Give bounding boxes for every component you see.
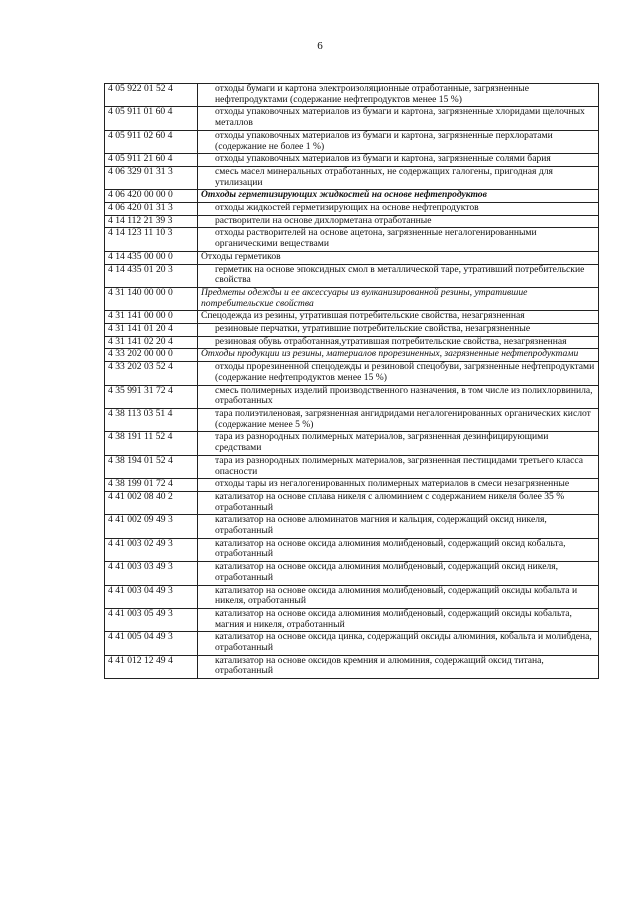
waste-description-cell: Отходы герметизирующих жидкостей на основе нефтепродуктов: [198, 190, 599, 203]
waste-code-cell: 4 05 911 02 60 4: [105, 130, 198, 153]
waste-code-cell: 4 31 140 00 00 0: [105, 287, 198, 310]
waste-code-cell: 4 31 141 01 20 4: [105, 324, 198, 337]
waste-code-cell: 4 33 202 00 00 0: [105, 349, 198, 362]
waste-description-cell: катализатор на основе сплава никеля с алюминием с содержанием никеля более 35 % отработанный: [198, 491, 599, 514]
waste-code-cell: 4 14 123 11 10 3: [105, 228, 198, 251]
waste-code-cell: 4 06 420 00 00 0: [105, 190, 198, 203]
waste-code-cell: 4 33 202 03 52 4: [105, 362, 198, 385]
waste-description-cell: резиновая обувь отработанная,утратившая потребительские свойства, незагрязненная: [198, 336, 599, 349]
waste-code-cell: 4 38 194 01 52 4: [105, 455, 198, 478]
waste-description-cell: герметик на основе эпоксидных смол в металлической таре, утративший потребительские свойства: [198, 264, 599, 287]
table-row: [105, 130, 599, 153]
table-row: [105, 632, 599, 655]
waste-code-cell: 4 38 113 03 51 4: [105, 408, 198, 431]
waste-code-cell: 4 41 005 04 49 3: [105, 632, 198, 655]
waste-code-cell: 4 41 012 12 49 4: [105, 655, 198, 678]
waste-code-cell: 4 41 003 04 49 3: [105, 585, 198, 608]
waste-description-cell: катализатор на основе алюминатов магния и кальция, содержащий оксид никеля, отработанный: [198, 515, 599, 538]
waste-code-cell: 4 06 329 01 31 3: [105, 166, 198, 189]
waste-description-cell: катализатор на основе оксидов кремния и алюминия, содержащий оксид титана, отработанный: [198, 655, 599, 678]
waste-code-cell: 4 31 141 02 20 4: [105, 336, 198, 349]
table-row: [105, 491, 599, 514]
table-row: [105, 349, 599, 362]
waste-code-cell: 4 05 911 01 60 4: [105, 107, 198, 130]
table-row: [105, 203, 599, 216]
waste-description-cell: катализатор на основе оксида алюминия молибденовый, содержащий оксид кобальта, отработанный: [198, 538, 599, 561]
waste-description-cell: тара из разнородных полимерных материалов, загрязненная дезинфицирующими средствами: [198, 432, 599, 455]
waste-code-cell: 4 14 435 01 20 3: [105, 264, 198, 287]
waste-description-cell: Отходы герметиков: [198, 251, 599, 264]
waste-code-cell: 4 06 420 01 31 3: [105, 203, 198, 216]
waste-description-cell: отходы бумаги и картона электроизоляционные отработанные, загрязненные нефтепродуктами (содержание нефтепродуктов менее 15 %): [198, 84, 599, 107]
table-row: [105, 251, 599, 264]
table-row: [105, 362, 599, 385]
waste-description-cell: катализатор на основе оксида алюминия молибденовый, содержащий оксиды кобальта и никеля, отработанный: [198, 585, 599, 608]
table-body: [105, 84, 599, 679]
waste-code-cell: 4 41 002 09 49 3: [105, 515, 198, 538]
waste-description-cell: отходы прорезиненной спецодежды и резиновой спецобуви, загрязненные нефтепродуктами (содержание нефтепродуктов менее 15 %): [198, 362, 599, 385]
waste-code-cell: 4 41 003 05 49 3: [105, 608, 198, 631]
table-row: [105, 408, 599, 431]
waste-code-cell: 4 14 112 21 39 3: [105, 215, 198, 228]
waste-description-cell: отходы упаковочных материалов из бумаги и картона, загрязненные хлоридами щелочных металлов: [198, 107, 599, 130]
table-row: [105, 215, 599, 228]
table-row: [105, 154, 599, 167]
waste-code-cell: 4 41 003 02 49 3: [105, 538, 198, 561]
table-row: [105, 479, 599, 492]
table-row: [105, 455, 599, 478]
table-row: [105, 562, 599, 585]
waste-description-cell: Спецодежда из резины, утратившая потребительские свойства, незагрязненная: [198, 311, 599, 324]
table-row: [105, 655, 599, 678]
waste-description-cell: резиновые перчатки, утратившие потребительские свойства, незагрязненные: [198, 324, 599, 337]
table-row: [105, 385, 599, 408]
waste-description-cell: смесь полимерных изделий производственного назначения, в том числе из полихлорвинила, отработанных: [198, 385, 599, 408]
waste-description-cell: отходы упаковочных материалов из бумаги и картона, загрязненные перхлоратами (содержание не более 1 %): [198, 130, 599, 153]
table-row: [105, 264, 599, 287]
table-row: [105, 336, 599, 349]
waste-description-cell: тара из разнородных полимерных материалов, загрязненная пестицидами третьего класса опасности: [198, 455, 599, 478]
table-row: [105, 585, 599, 608]
waste-description-cell: тара полиэтиленовая, загрязненная ангидридами негалогенированных органических кислот (содержание менее 5 %): [198, 408, 599, 431]
waste-code-cell: 4 05 911 21 60 4: [105, 154, 198, 167]
waste-description-cell: растворители на основе дихлорметана отработанные: [198, 215, 599, 228]
table-row: [105, 228, 599, 251]
waste-code-cell: 4 41 002 08 40 2: [105, 491, 198, 514]
table-row: [105, 538, 599, 561]
waste-code-cell: 4 05 922 01 52 4: [105, 84, 198, 107]
table-row: [105, 287, 599, 310]
waste-description-cell: катализатор на основе оксида цинка, содержащий оксиды алюминия, кобальта и молибдена, отработанный: [198, 632, 599, 655]
waste-description-cell: катализатор на основе оксида алюминия молибденовый, содержащий оксиды кобальта, магния и никеля, отработанный: [198, 608, 599, 631]
waste-code-cell: 4 31 141 00 00 0: [105, 311, 198, 324]
waste-code-cell: 4 14 435 00 00 0: [105, 251, 198, 264]
waste-description-cell: отходы растворителей на основе ацетона, загрязненные негалогенированными органическими веществами: [198, 228, 599, 251]
table-row: [105, 324, 599, 337]
table-row: [105, 608, 599, 631]
waste-description-cell: Отходы продукции из резины, материалов прорезиненных, загрязненные нефтепродуктами: [198, 349, 599, 362]
waste-code-cell: 4 38 199 01 72 4: [105, 479, 198, 492]
waste-description-cell: Предметы одежды и ее аксессуары из вулканизированной резины, утратившие потребительские свойства: [198, 287, 599, 310]
table-row: [105, 515, 599, 538]
waste-code-cell: 4 38 191 11 52 4: [105, 432, 198, 455]
waste-description-cell: отходы жидкостей герметизирующих на основе нефтепродуктов: [198, 203, 599, 216]
table-row: [105, 311, 599, 324]
page-number: 6: [317, 40, 323, 52]
table-row: [105, 107, 599, 130]
waste-description-cell: отходы тары из негалогенированных полимерных материалов в смеси незагрязненные: [198, 479, 599, 492]
waste-code-cell: 4 35 991 31 72 4: [105, 385, 198, 408]
waste-code-cell: 4 41 003 03 49 3: [105, 562, 198, 585]
waste-description-cell: отходы упаковочных материалов из бумаги и картона, загрязненные солями бария: [198, 154, 599, 167]
waste-description-cell: катализатор на основе оксида алюминия молибденовый, содержащий оксид никеля, отработанный: [198, 562, 599, 585]
table-row: [105, 190, 599, 203]
table-row: [105, 432, 599, 455]
waste-classification-table: [104, 83, 599, 679]
table-row: [105, 84, 599, 107]
table-row: [105, 166, 599, 189]
waste-description-cell: смесь масел минеральных отработанных, не содержащих галогены, пригодная для утилизации: [198, 166, 599, 189]
